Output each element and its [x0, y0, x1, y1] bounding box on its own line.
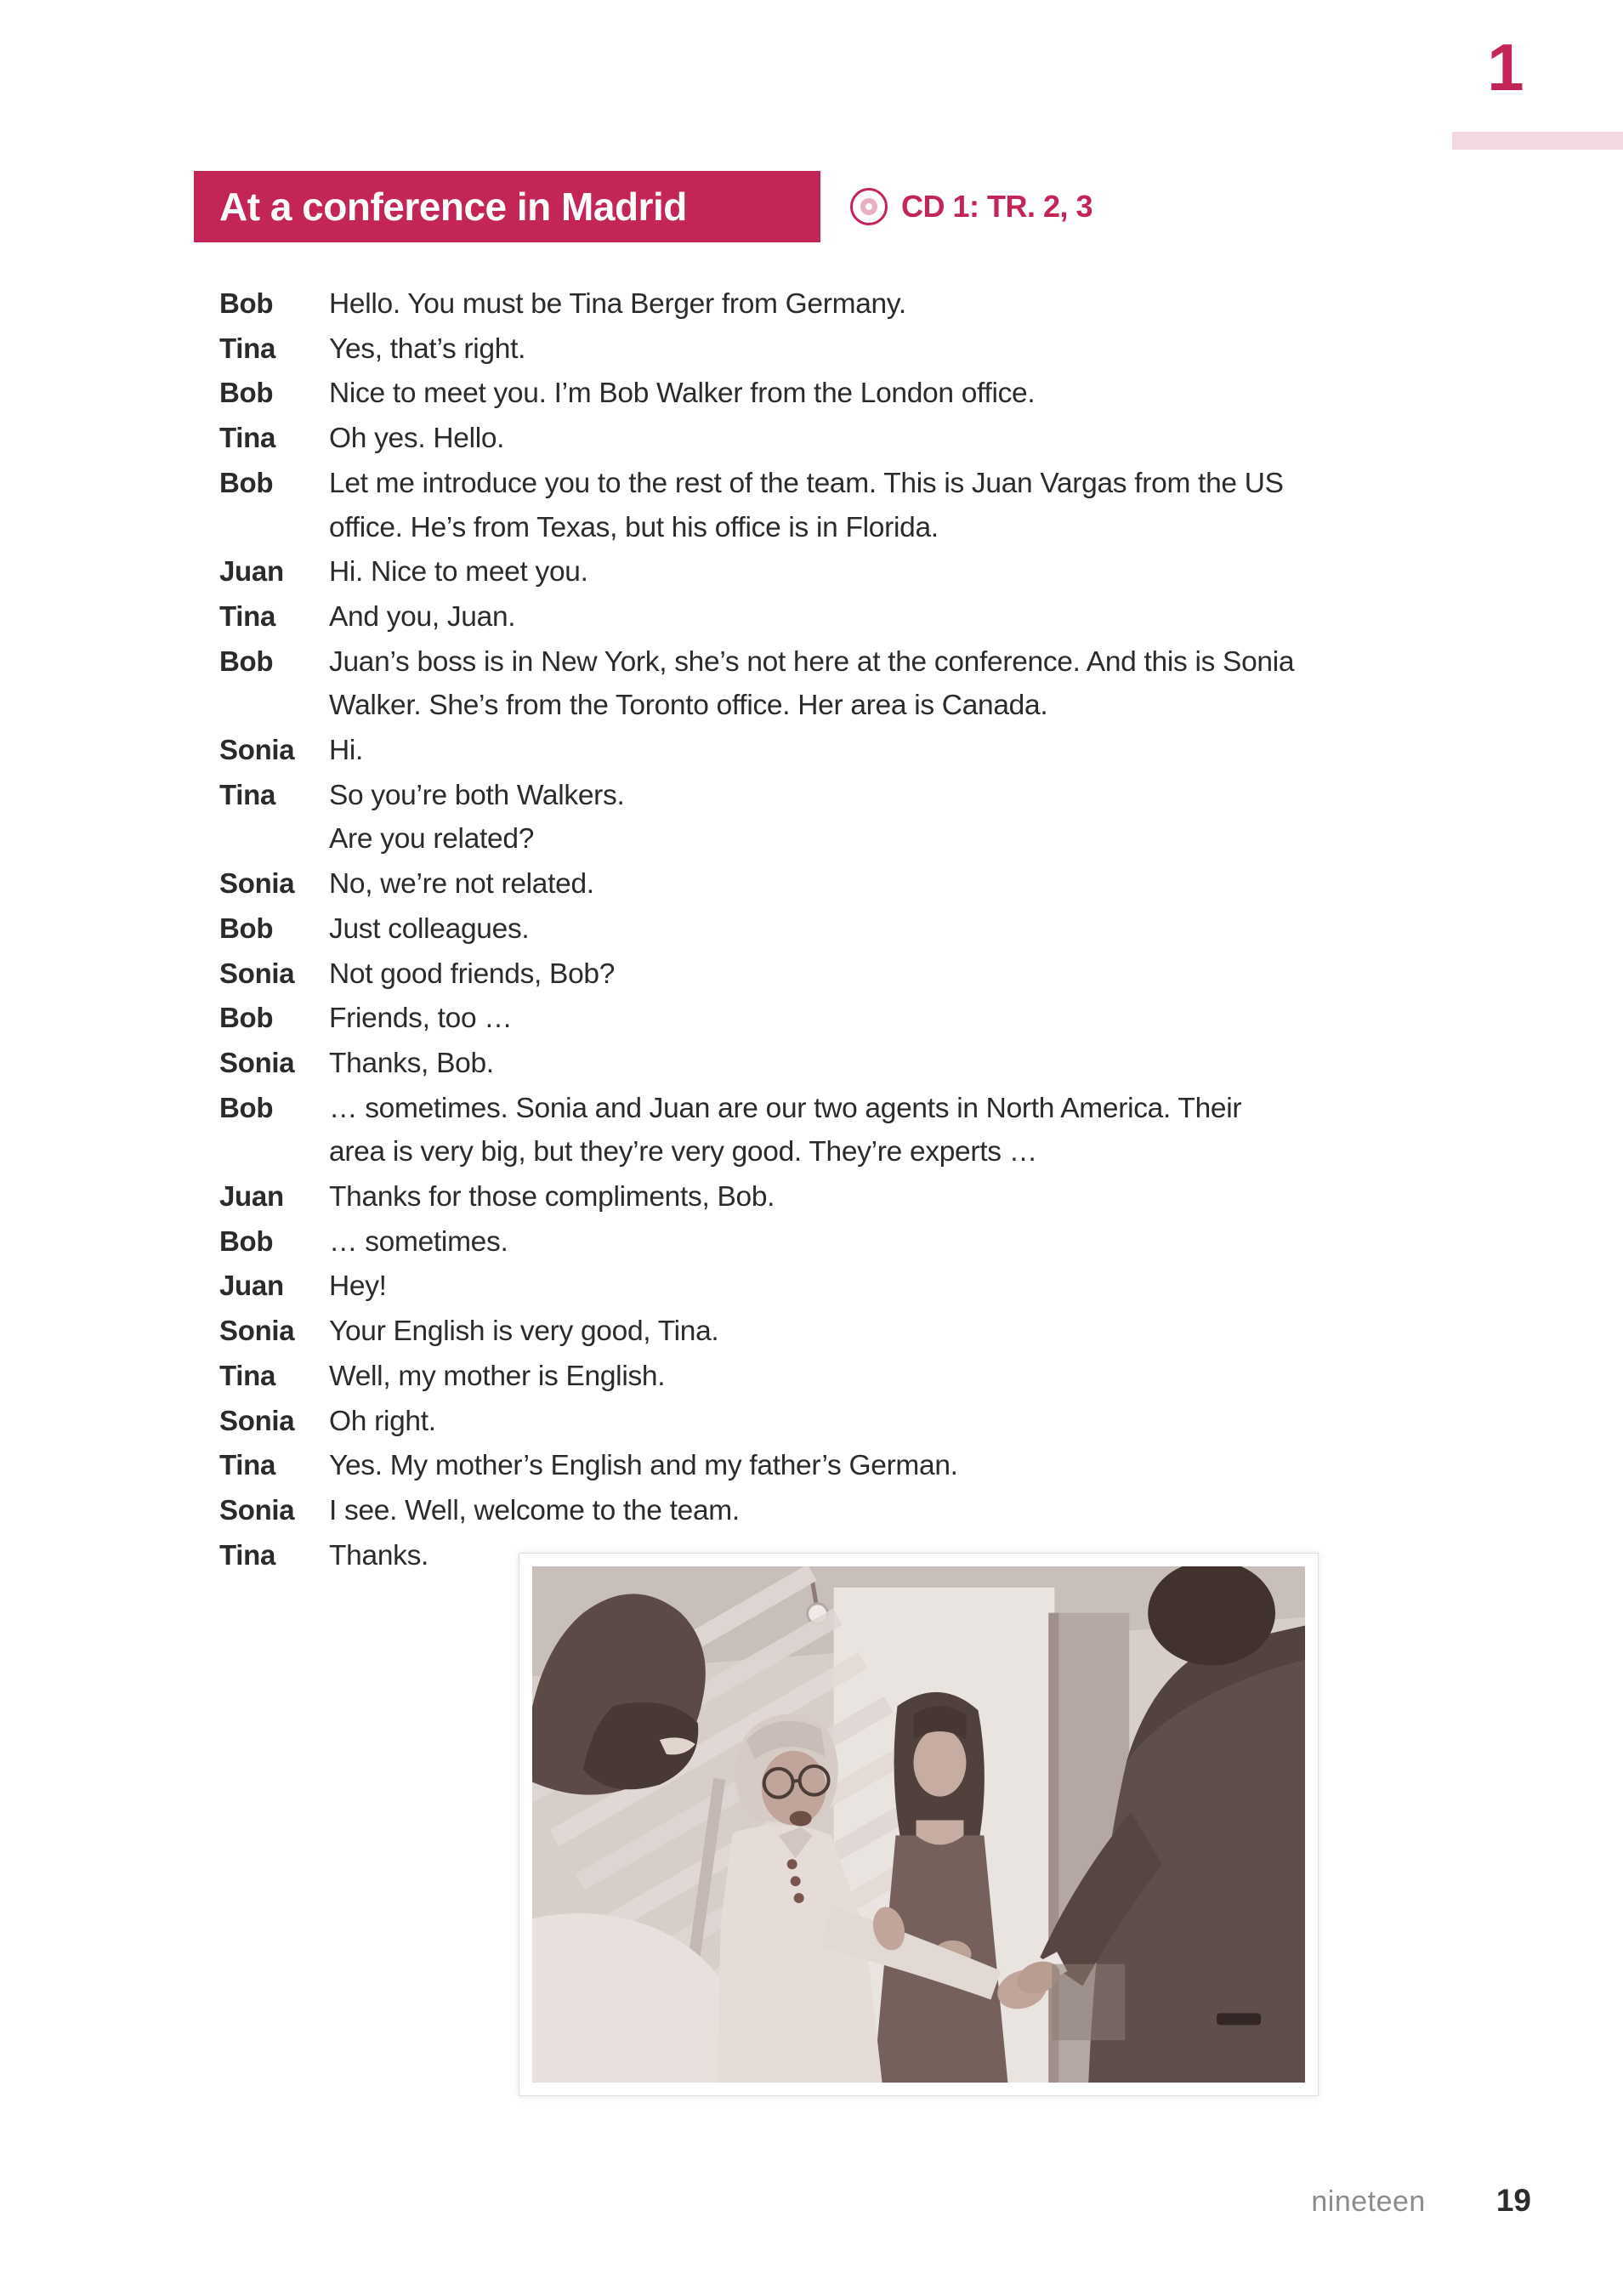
dialogue-line: Oh yes. Hello. — [329, 423, 505, 455]
dialogue-line: Thanks, Bob. — [329, 1047, 494, 1079]
dialogue-row — [219, 1041, 1469, 1086]
dialogue-row — [219, 1264, 1469, 1309]
unit-number: 1 — [1487, 30, 1523, 105]
speaker-name: Sonia — [219, 867, 295, 900]
dialogue-transcript — [219, 281, 1469, 1577]
dialogue-row — [219, 327, 1469, 372]
dialogue-row — [219, 952, 1469, 997]
section-title-bar — [194, 171, 820, 242]
dialogue-row — [219, 506, 1469, 550]
dialogue-line: office. He’s from Texas, but his office is in Florida. — [329, 511, 939, 543]
dialogue-line: Juan’s boss is in New York, she’s not here at the conference. And this is Sonia — [329, 645, 1295, 678]
dialogue-line: Your English is very good, Tina. — [329, 1316, 719, 1348]
audio-track-label: CD 1: TR. 2, 3 — [901, 189, 1093, 224]
dialogue-row — [219, 1488, 1469, 1533]
speaker-name: Tina — [219, 778, 276, 810]
speaker-name: Sonia — [219, 1493, 295, 1526]
speaker-name: Tina — [219, 600, 276, 632]
speaker-name: Bob — [219, 287, 274, 319]
dialogue-row — [219, 549, 1469, 594]
speaker-name: Bob — [219, 912, 274, 944]
dialogue-line: Hi. — [329, 735, 364, 767]
speaker-name: Sonia — [219, 1046, 295, 1078]
dialogue-line: Well, my mother is English. — [329, 1360, 666, 1392]
dialogue-row — [219, 639, 1469, 685]
dialogue-row — [219, 817, 1469, 861]
dialogue-row — [219, 1086, 1469, 1131]
dialogue-line: … sometimes. Sonia and Juan are our two agents in North America. Their — [329, 1092, 1242, 1124]
dialogue-line: I see. Well, welcome to the team. — [329, 1494, 740, 1526]
speaker-name: Bob — [219, 1225, 274, 1257]
dialogue-row — [219, 996, 1469, 1041]
speaker-name: Tina — [219, 332, 276, 364]
speaker-name: Tina — [219, 1359, 276, 1391]
speaker-name: Juan — [219, 555, 284, 588]
dialogue-row — [219, 684, 1469, 728]
dialogue-line: Thanks. — [329, 1539, 429, 1571]
dialogue-row — [219, 906, 1469, 952]
dialogue-row — [219, 1309, 1469, 1354]
dialogue-row — [219, 773, 1469, 818]
audio-reference — [850, 171, 1092, 242]
dialogue-row — [219, 281, 1469, 327]
speaker-name: Juan — [219, 1270, 284, 1302]
dialogue-row — [219, 728, 1469, 773]
section-title: At a conference in Madrid — [219, 185, 687, 229]
speaker-name: Bob — [219, 377, 274, 409]
page-number: 19 — [1495, 2183, 1531, 2218]
speaker-name: Sonia — [219, 1315, 295, 1347]
dialogue-row — [219, 1174, 1469, 1219]
conference-photo-frame — [519, 1553, 1319, 2096]
speaker-name: Tina — [219, 422, 276, 454]
dialogue-line: Yes, that’s right. — [329, 332, 526, 365]
dialogue-row — [219, 461, 1469, 506]
dialogue-line: area is very big, but they’re very good. They’re experts … — [329, 1136, 1037, 1168]
dialogue-row — [219, 1443, 1469, 1488]
dialogue-line: Yes. My mother’s English and my father’s German. — [329, 1450, 958, 1482]
dialogue-row — [219, 1399, 1469, 1444]
dialogue-line: And you, Juan. — [329, 600, 516, 633]
speaker-name: Sonia — [219, 734, 295, 766]
dialogue-line: … sometimes. — [329, 1225, 508, 1258]
speaker-name: Tina — [219, 1538, 276, 1571]
unit-accent-bar — [1452, 132, 1623, 150]
page-word: nineteen — [1311, 2185, 1426, 2218]
speaker-name: Sonia — [219, 1404, 295, 1436]
dialogue-line: No, we’re not related. — [329, 868, 594, 901]
speaker-name: Bob — [219, 645, 274, 677]
dialogue-line: Not good friends, Bob? — [329, 958, 616, 990]
dialogue-row — [219, 1219, 1469, 1265]
dialogue-line: Walker. She’s from the Toronto office. Her area is Canada. — [329, 690, 1048, 722]
speaker-name: Bob — [219, 466, 274, 498]
dialogue-line: Hey! — [329, 1270, 387, 1303]
speaker-name: Sonia — [219, 957, 295, 989]
speaker-name: Tina — [219, 1449, 276, 1481]
speaker-name: Juan — [219, 1180, 284, 1213]
speaker-name: Bob — [219, 1002, 274, 1034]
cd-audio-icon — [850, 188, 888, 225]
dialogue-line: Just colleagues. — [329, 912, 530, 945]
dialogue-row — [219, 1354, 1469, 1399]
dialogue-row — [219, 1130, 1469, 1174]
dialogue-line: Thanks for those compliments, Bob. — [329, 1181, 775, 1213]
dialogue-line: Hi. Nice to meet you. — [329, 556, 588, 588]
dialogue-line: Let me introduce you to the rest of the team. This is Juan Vargas from the US — [329, 467, 1284, 499]
dialogue-line: Hello. You must be Tina Berger from Germany. — [329, 288, 906, 320]
dialogue-line: Oh right. — [329, 1405, 436, 1437]
dialogue-line: Friends, too … — [329, 1003, 513, 1035]
dialogue-line: Are you related? — [329, 823, 535, 855]
speaker-name: Bob — [219, 1091, 274, 1123]
page-footer — [1311, 2183, 1531, 2219]
dialogue-line: Nice to meet you. I’m Bob Walker from the London office. — [329, 378, 1036, 410]
dialogue-row — [219, 371, 1469, 416]
dialogue-row — [219, 594, 1469, 639]
dialogue-line: So you’re both Walkers. — [329, 779, 625, 811]
dialogue-row — [219, 416, 1469, 461]
cd-hub-icon — [860, 198, 877, 215]
dialogue-row — [219, 861, 1469, 906]
conference-photo — [532, 1566, 1305, 2083]
